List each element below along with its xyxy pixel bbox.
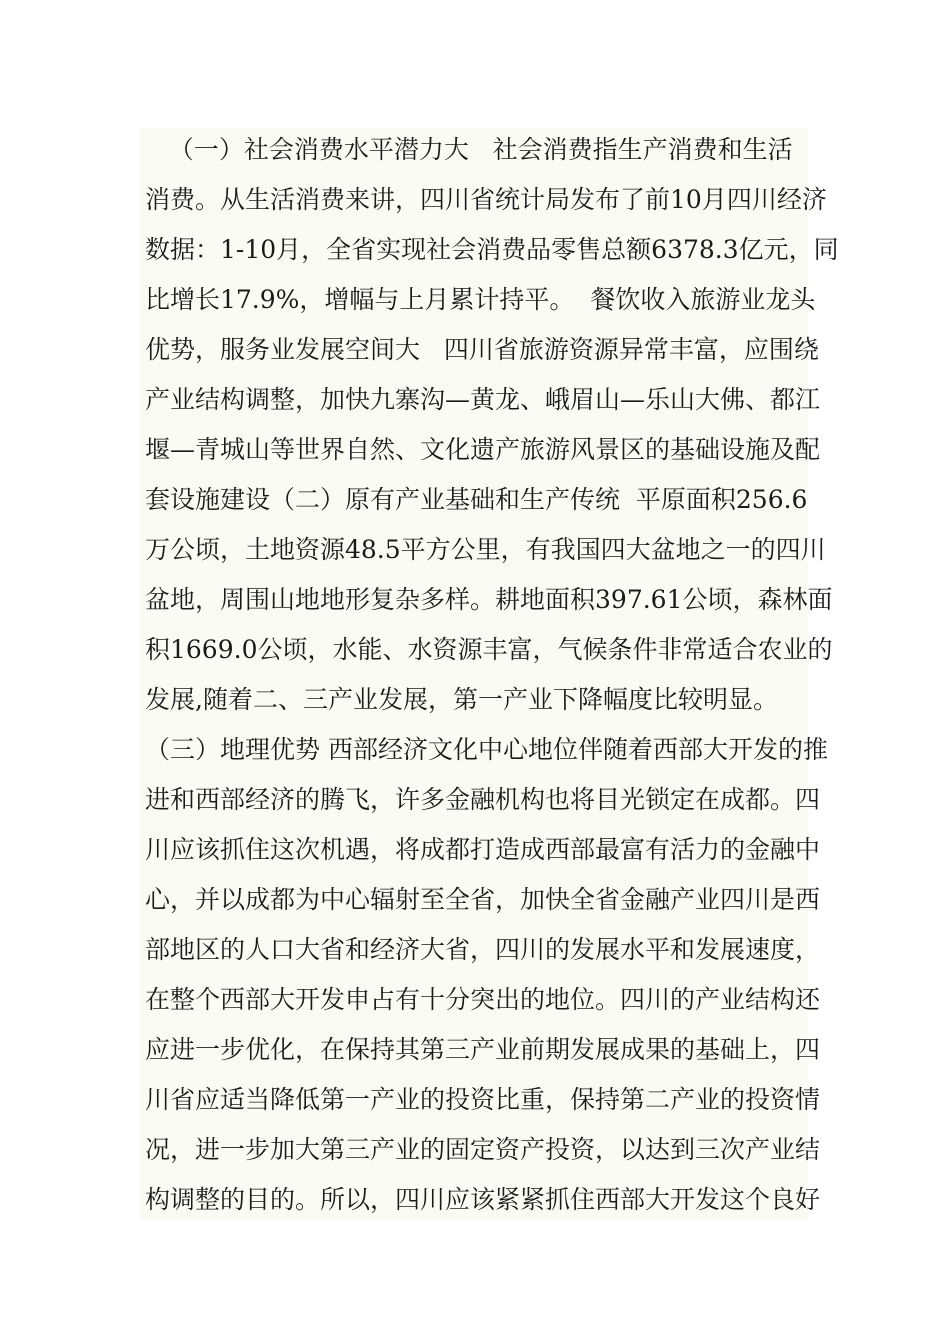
body-line-3: 数据：1-10月，全省实现社会消费品零售总额6378.3亿元，同 [145, 235, 839, 264]
body-line-16: 心，并以成都为中心辐射至全省，加快全省金融产业四川是西 [145, 885, 821, 914]
body-line-11: 积1669.0公顷，水能、水资源丰富，气候条件非常适合农业的 [145, 635, 833, 664]
body-line-22: 构调整的目的。所以，四川应该紧紧抓住西部大开发这个良好 [145, 1185, 821, 1214]
body-line-20: 川省应适当降低第一产业的投资比重，保持第二产业的投资情 [145, 1085, 821, 1114]
body-line-8: 套设施建设（二）原有产业基础和生产传统 平原面积256.6 [145, 485, 808, 514]
body-line-1: （一）社会消费水平潜力大 社会消费指生产消费和生活 [145, 135, 793, 164]
body-line-9: 万公顷，土地资源48.5平方公里，有我国四大盆地之一的四川 [145, 535, 826, 564]
body-line-12: 发展,随着二、三产业发展，第一产业下降幅度比较明显。 [145, 685, 778, 714]
body-line-2: 消费。从生活消费来讲，四川省统计局发布了前10月四川经济 [145, 185, 827, 214]
body-line-5: 优势，服务业发展空间大 四川省旅游资源异常丰富，应围绕 [145, 335, 819, 364]
body-line-6: 产业结构调整，加快九寨沟—黄龙、峨眉山—乐山大佛、都江 [145, 385, 821, 414]
body-line-21: 况，进一步加大第三产业的固定资产投资，以达到三次产业结 [145, 1135, 821, 1164]
body-line-19: 应进一步优化，在保持其第三产业前期发展成果的基础上，四 [145, 1035, 821, 1064]
body-line-14: 进和西部经济的腾飞，许多金融机构也将目光锁定在成都。四 [145, 785, 821, 814]
body-line-4: 比增长17.9%，增幅与上月累计持平。 餐饮收入旅游业龙头 [145, 285, 816, 314]
body-line-18: 在整个西部大开发申占有十分突出的地位。四川的产业结构还 [145, 985, 821, 1014]
body-line-7: 堰—青城山等世界自然、文化遗产旅游风景区的基础设施及配 [145, 435, 821, 464]
body-line-10: 盆地，周围山地地形复杂多样。耕地面积397.61公顷，森林面 [145, 585, 833, 614]
body-line-13: （三）地理优势 西部经济文化中心地位伴随着西部大开发的推 [145, 735, 828, 764]
body-line-15: 川应该抓住这次机遇，将成都打造成西部最富有活力的金融中 [145, 835, 821, 864]
body-line-17: 部地区的人口大省和经济大省，四川的发展水平和发展速度， [145, 935, 821, 964]
